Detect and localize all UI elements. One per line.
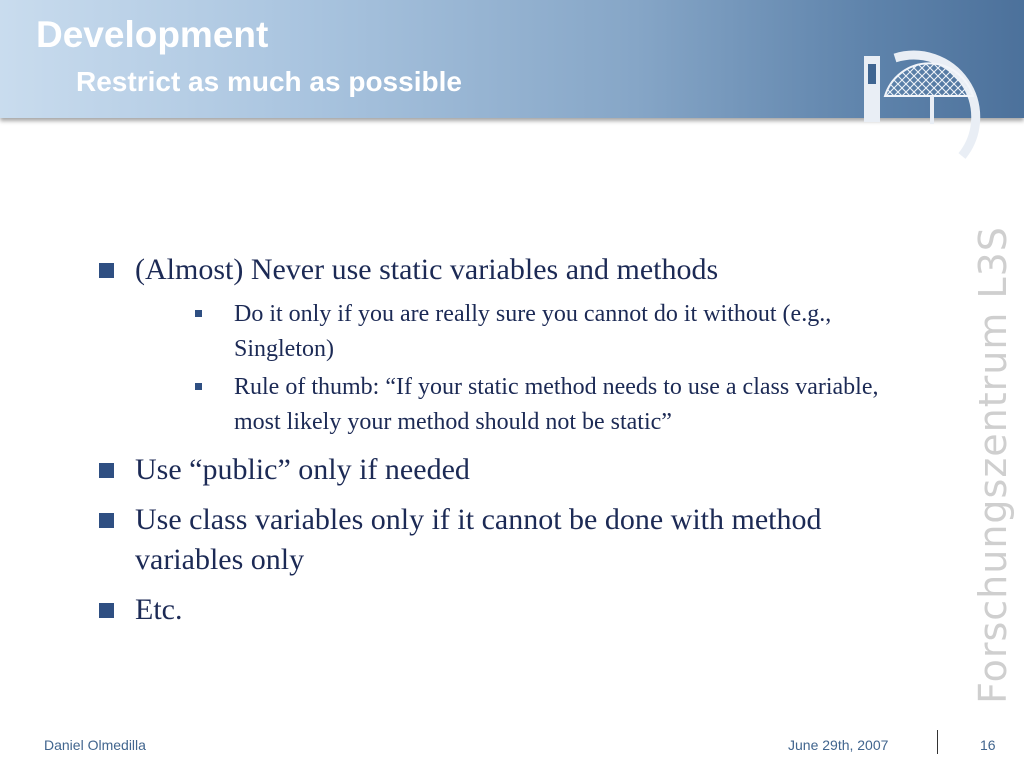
slide-title: Development xyxy=(36,14,269,55)
sub-bullet-list xyxy=(135,297,926,440)
footer-date: June 29th, 2007 xyxy=(788,737,889,753)
bullet-text: Etc. xyxy=(135,593,183,626)
page-number: 16 xyxy=(980,737,996,753)
bullet-text: Use “public” only if needed xyxy=(135,453,470,486)
bullet-text: Use class variables only if it cannot be done with method variables only xyxy=(135,503,822,576)
bullet-item xyxy=(96,450,926,490)
footer-divider xyxy=(937,730,938,754)
sub-bullet-item xyxy=(135,370,926,440)
small-square-bullet-icon xyxy=(195,383,202,390)
l3s-dome-logo-icon xyxy=(850,44,985,164)
sub-bullet-text: Rule of thumb: “If your static method needs to use a class variable, most likely your method should not be static” xyxy=(234,374,879,435)
slide-subtitle: Restrict as much as possible xyxy=(76,66,462,97)
bullet-text: (Almost) Never use static variables and methods xyxy=(135,253,719,286)
slide-body xyxy=(96,250,926,630)
bullet-item xyxy=(96,590,926,630)
bullet-item xyxy=(96,250,926,440)
small-square-bullet-icon xyxy=(195,310,202,317)
slide-header xyxy=(0,0,1024,118)
sub-bullet-text: Do it only if you are really sure you cannot do it without (e.g., Singleton) xyxy=(234,301,832,362)
square-bullet-icon xyxy=(99,603,114,618)
institute-watermark: Forschungszentrum L3S xyxy=(971,226,1015,704)
bullet-item xyxy=(96,500,926,580)
square-bullet-icon xyxy=(99,263,114,278)
square-bullet-icon xyxy=(99,463,114,478)
square-bullet-icon xyxy=(99,513,114,528)
sub-bullet-item xyxy=(135,297,926,367)
footer-author: Daniel Olmedilla xyxy=(44,737,146,753)
